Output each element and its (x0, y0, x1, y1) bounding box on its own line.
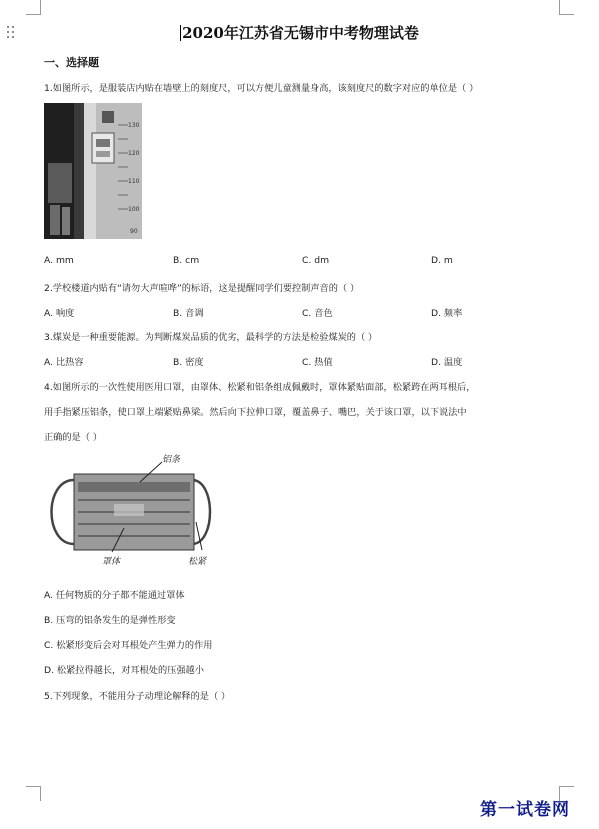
question-5-text: 5.下列现象，不能用分子动理论解释的是（ ） (44, 691, 231, 702)
q4-option-d[interactable]: D. 松紧拉得越长，对耳根处的压强越小 (44, 665, 204, 676)
section-heading: 一、选择题 (44, 56, 99, 69)
question-4-text-line-1: 4.如图所示的一次性使用医用口罩，由罩体、松紧和铝条组成佩戴时，罩体紧贴面部，松紧跨在两耳根后， (44, 382, 476, 393)
crop-mark-bottom-left (26, 786, 41, 801)
q3-option-b[interactable]: B. 密度 (173, 357, 204, 368)
ruler-mark: 90 (130, 228, 138, 235)
q1-option-a[interactable]: A. mm (44, 255, 74, 266)
figure-label-aluminum-strip: 铝条 (162, 455, 181, 465)
ruler-mark: 130 (128, 122, 140, 129)
ruler-mark: 110 (128, 178, 140, 185)
question-4-text-line-2: 用手指紧压铝条，使口罩上端紧贴鼻梁。然后向下拉伸口罩，覆盖鼻子、嘴巴，关于该口罩，以下说法中 (44, 407, 467, 418)
q2-option-a[interactable]: A. 响度 (44, 308, 75, 319)
ruler-photo (44, 103, 142, 239)
q2-option-c[interactable]: C. 音色 (302, 308, 333, 319)
text-cursor (180, 25, 181, 41)
q4-option-b[interactable]: B. 压弯的铝条发生的是弹性形变 (44, 615, 176, 626)
q1-option-b[interactable]: B. cm (173, 255, 200, 266)
q1-option-d[interactable]: D. m (431, 255, 453, 266)
question-3-text: 3.煤炭是一种重要能源。为判断煤炭品质的优劣，最科学的方法是检验煤炭的（ ） (44, 332, 378, 343)
crop-mark-top-right (559, 0, 574, 15)
q3-option-c[interactable]: C. 热值 (302, 357, 333, 368)
figure-label-elastic: 松紧 (188, 557, 207, 567)
page-title-text: 2020年江苏省无锡市中考物理试卷 (182, 24, 419, 42)
q4-option-a[interactable]: A. 任何物质的分子都不能通过罩体 (44, 590, 185, 601)
ruler-mark: 100 (128, 206, 140, 213)
page-title (0, 22, 599, 43)
question-1-text: 1.如图所示，是服装店内贴在墙壁上的刻度尺，可以方便儿童测量身高，该刻度尺的数字对应的单位是（ ） (44, 83, 479, 94)
q2-option-d[interactable]: D. 频率 (431, 308, 463, 319)
face-mask-diagram (44, 452, 216, 570)
site-watermark: 第一试卷网 (480, 800, 570, 820)
ruler-mark: 120 (128, 150, 140, 157)
q4-option-c[interactable]: C. 松紧形变后会对耳根处产生弹力的作用 (44, 640, 213, 651)
question-4-text-line-3: 正确的是（ ） (44, 432, 103, 443)
figure-label-mask-body: 罩体 (102, 557, 121, 567)
q2-option-b[interactable]: B. 音调 (173, 308, 204, 319)
question-2-text: 2.学校楼道内贴有“请勿大声喧哗”的标语，这是提醒同学们要控制声音的（ ） (44, 283, 360, 294)
q3-option-d[interactable]: D. 温度 (431, 357, 463, 368)
q1-option-c[interactable]: C. dm (302, 255, 330, 266)
crop-mark-top-left (26, 0, 41, 15)
q3-option-a[interactable]: A. 比热容 (44, 357, 84, 368)
